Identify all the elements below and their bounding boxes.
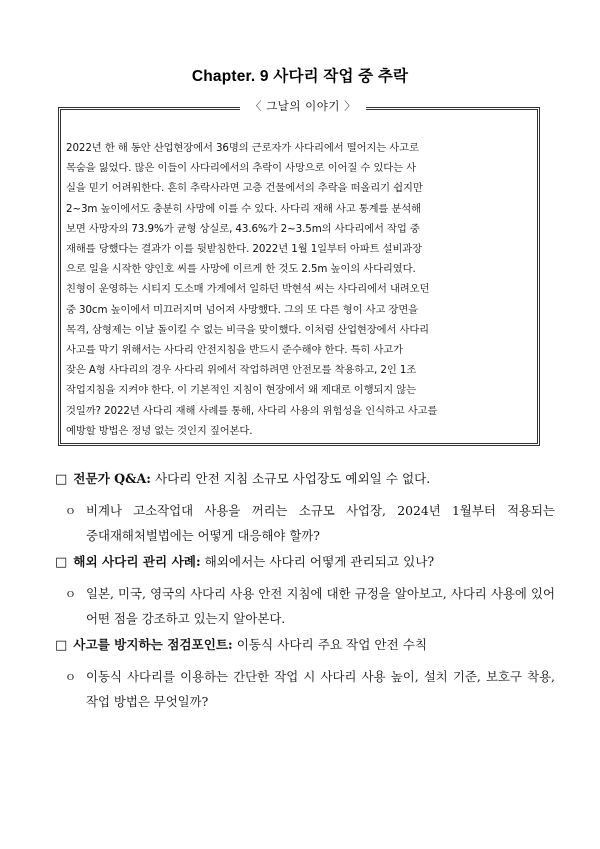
section-checkpoints <box>55 636 555 714</box>
section-heading <box>55 470 555 489</box>
checkbox-square-icon: □ <box>55 472 68 487</box>
section-bullet-text: 이동식 사다리를 이용하는 간단한 작업 시 사다리 사용 높이, 설치 기준, 보호구 착용, 작업 방법은 무엇일까? <box>86 669 555 709</box>
story-line: 재해를 당했다는 결과가 이를 뒷받침한다. 2022년 1월 1일부터 아파트 설비과장 <box>66 243 422 256</box>
section-overseas-cases <box>55 553 555 631</box>
section-heading <box>55 553 555 572</box>
section-heading-label: 해외 사다리 관리 사례: <box>73 554 201 569</box>
chapter-title <box>0 64 600 86</box>
checkbox-square-icon: □ <box>55 555 68 570</box>
bullet-circle-icon: ｏ <box>65 587 76 600</box>
section-bullet <box>55 499 555 548</box>
story-line: 것일까? 2022년 사다리 재해 사례를 통해, 사다리 사용의 위험성을 인식하고 사고를 <box>66 404 438 417</box>
story-line: 2~3m 높이에서도 충분히 사망에 이를 수 있다. 사다리 재해 사고 통계를 분석해 <box>66 202 421 215</box>
chapter-heading: 사다리 작업 중 추락 <box>273 68 409 85</box>
story-line: 2022년 한 해 동안 산업현장에서 36명의 근로자가 사다리에서 떨어지는 사고로 <box>66 142 419 154</box>
story-line: 작업지침을 지켜야 한다. 이 기본적인 지침이 현장에서 왜 제대로 이행되지 않는 <box>66 384 416 397</box>
chapter-number: Chapter. 9 <box>191 68 269 85</box>
story-box-caption: 〈 그날의 이야기 〉 <box>240 96 366 116</box>
section-heading-text: 해외에서는 사다리 어떻게 관리되고 있나? <box>200 554 435 569</box>
section-heading <box>55 636 555 655</box>
checkbox-square-icon: □ <box>55 638 68 653</box>
section-expert-qa <box>55 470 555 548</box>
story-line: 잦은 A형 사다리의 경우 사다리 위에서 작업하려면 안전모를 착용하고, 2인 1조 <box>66 364 417 377</box>
bullet-circle-icon: ｏ <box>65 504 76 517</box>
story-line: 목숨을 잃었다. 많은 이들이 사다리에서의 추락이 사망으로 이어질 수 있다는 사 <box>66 162 416 175</box>
story-line: 중 30cm 높이에서 미끄러지며 넘어져 사망했다. 그의 또 다른 형이 사고 장면을 <box>66 303 419 316</box>
story-line: 으로 일을 시작한 양인호 씨를 사망에 이르게 한 것도 2.5m 높이의 사다리였다. <box>66 263 416 276</box>
story-line: 사고를 막기 위해서는 사다리 안전지침을 반드시 준수해야 한다. 특히 사고가 <box>66 344 403 357</box>
story-line: 목격, 삼형제는 이날 돌이킬 수 없는 비극을 맞이했다. 이처럼 산업현장에서 사다리 <box>66 323 430 336</box>
section-bullet-text: 일본, 미국, 영국의 사다리 사용 안전 지침에 대한 규정을 알아보고, 사다리 사용에 있어 어떤 점을 강조하고 있는지 알아본다. <box>86 586 555 626</box>
section-heading-label: 사고를 방지하는 점검포인트: <box>73 637 233 652</box>
story-line: 예방할 방법은 정녕 없는 것인지 짚어본다. <box>66 424 253 437</box>
section-heading-label: 전문가 Q&A: <box>73 471 151 486</box>
story-line: 친형이 운영하는 시티지 도소매 가게에서 일하던 박현석 씨는 사다리에서 내려오던 <box>66 283 430 296</box>
bullet-circle-icon: ｏ <box>65 670 76 683</box>
story-line: 실을 믿기 어려워한다. 흔히 추락사라면 고층 건물에서의 추락을 떠올리기 쉽지만 <box>66 182 423 195</box>
story-line: 보면 사망자의 73.9%가 균형 상실로, 43.6%가 2~3.5m의 사다리에서 작업 중 <box>66 222 420 235</box>
section-heading-text: 이동식 사다리 주요 작업 안전 수칙 <box>232 637 428 652</box>
story-text <box>66 138 534 441</box>
section-bullet <box>55 665 555 714</box>
section-bullet <box>55 582 555 631</box>
section-heading-text: 사다리 안전 지침 소규모 사업장도 예외일 수 없다. <box>150 471 431 486</box>
section-bullet-text: 비계나 고소작업대 사용을 꺼리는 소규모 사업장, 2024년 1월부터 적용되는 중대재해처벌법에는 어떻게 대응해야 할까? <box>86 503 555 543</box>
